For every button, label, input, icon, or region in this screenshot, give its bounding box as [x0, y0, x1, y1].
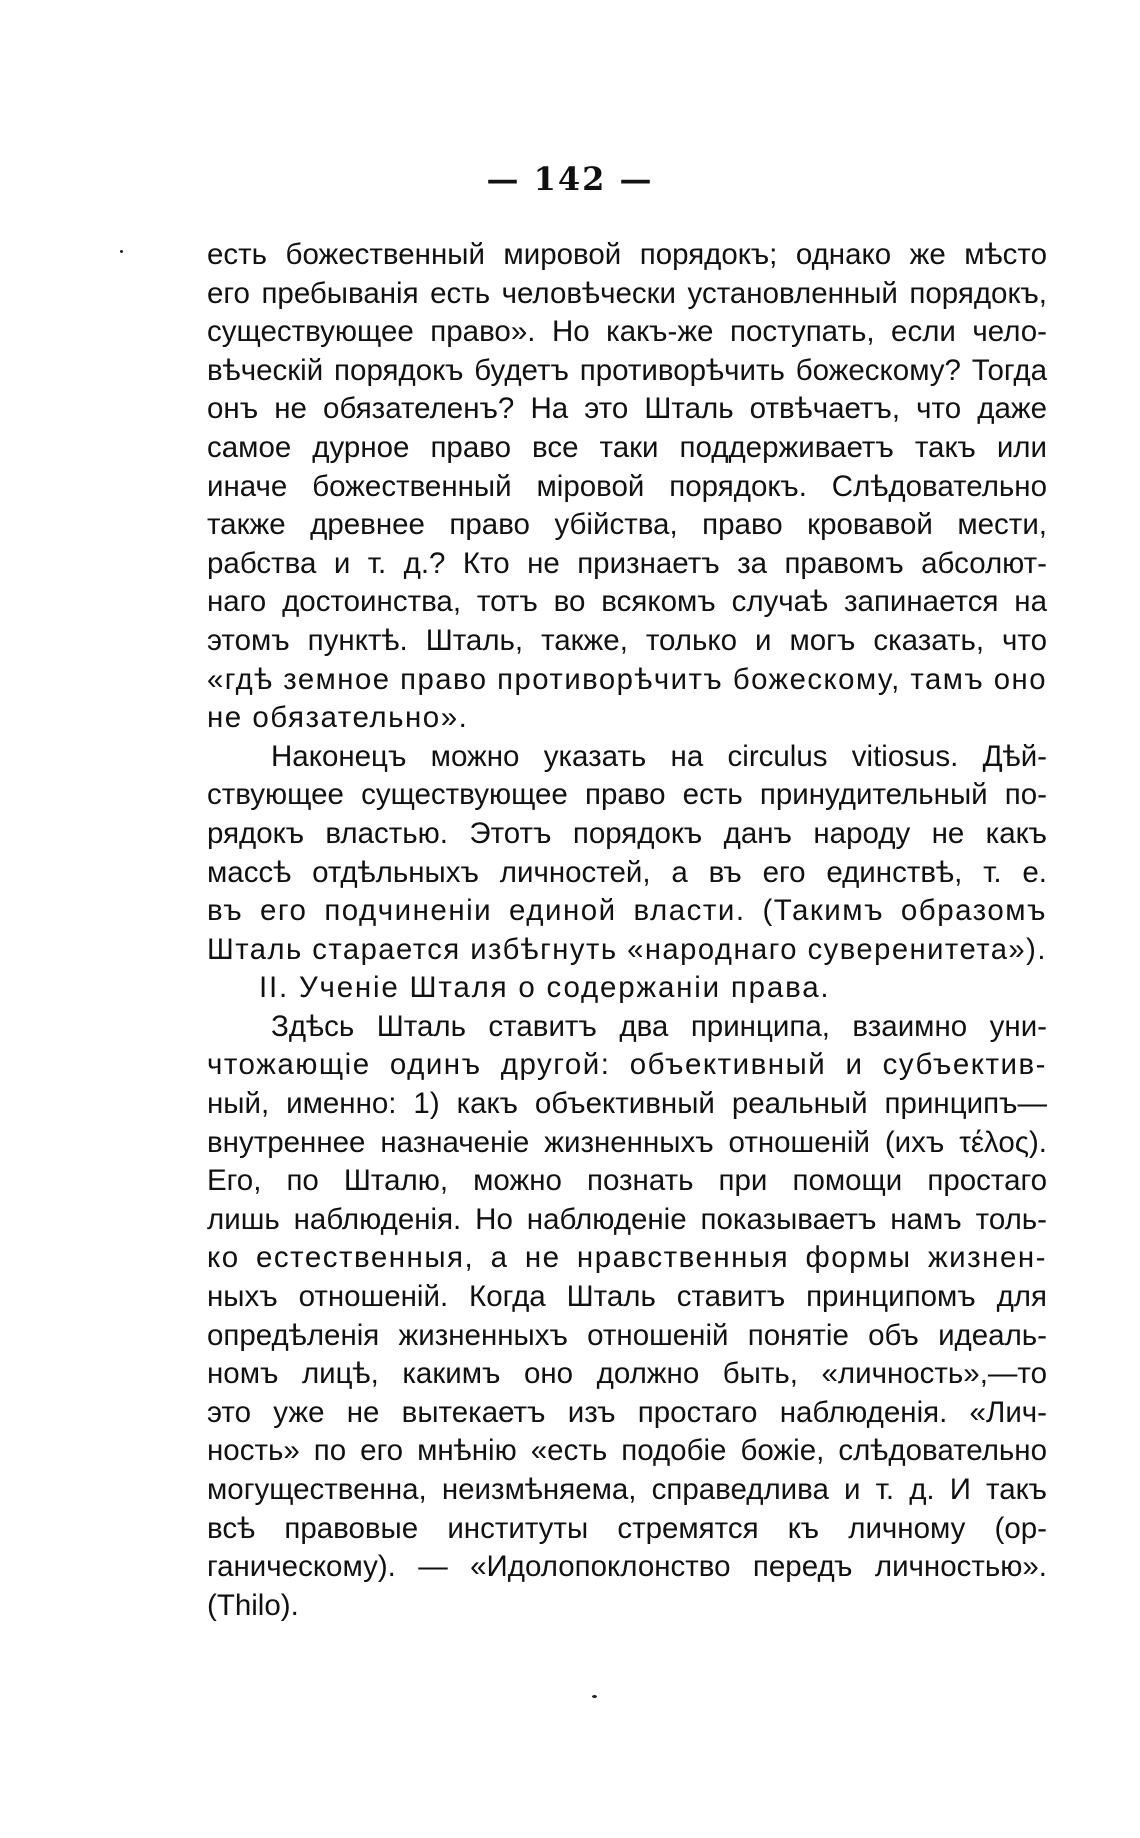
text-line: иначе божественный мiровой порядокъ. Слѣдовательно: [207, 469, 1047, 503]
ink-speck: [592, 1695, 597, 1698]
text-line: его пребыванiя есть человѣчески установленный порядокъ,: [207, 276, 1047, 310]
paragraph-start-line: Здѣсь Шталь ставитъ два принципа, взаимно уни-: [271, 1009, 1047, 1043]
text-line: могущественна, неизмѣняема, справедлива и т. д. И такъ: [207, 1473, 1047, 1506]
page-number: — 142 —: [486, 160, 654, 198]
text-line: не обязательно».: [207, 701, 469, 735]
text-line: наго достоинства, тотъ во всякомъ случаѣ запинается на: [207, 585, 1047, 619]
text-line: онъ не обязателенъ? На это Шталь отвѣчаетъ, что даже: [207, 392, 1047, 426]
text-line: существующее право». Но какъ-же поступать, если чело-: [207, 315, 1047, 349]
text-line: опредѣленiя жизненныхъ отношенiй понятiе объ идеаль-: [207, 1318, 1047, 1352]
text-line: ствующее существующее право есть принудительный по-: [207, 778, 1047, 812]
text-line: самое дурное право все таки поддерживаетъ такъ или: [207, 430, 1047, 464]
text-line: это уже не вытекаетъ изъ простаго наблюденiя. «Лич-: [207, 1395, 1047, 1429]
text-line: ганическому). — «Идолопоклонство передъ личностью».: [207, 1550, 1047, 1584]
ink-speck: [120, 250, 123, 253]
text-line: (Thilo).: [207, 1588, 299, 1622]
text-line: вѣческiй порядокъ будетъ противорѣчить божескому? Тогда: [207, 353, 1047, 387]
text-line: ныхъ отношенiй. Когда Шталь ставитъ принципомъ для: [207, 1280, 1047, 1314]
section-heading: II. Ученiе Шталя о содержанiи права.: [259, 971, 831, 1005]
text-line: внутреннее назначенiе жизненныхъ отношенiй (ихъ τέλος).: [207, 1125, 1047, 1159]
text-line: рядокъ властью. Этотъ порядокъ данъ народу не какъ: [207, 816, 1047, 850]
text-line: лишь наблюденiя. Но наблюденiе показываетъ намъ толь-: [207, 1202, 1047, 1236]
text-line: ко естественныя, а не нравственныя формы жизнен-: [207, 1241, 1047, 1275]
text-line: есть божественный мировой порядокъ; однако же мѣсто: [207, 238, 1047, 271]
text-line: Его, по Шталю, можно познать при помощи простаго: [207, 1164, 1047, 1198]
text-line: всѣ правовые институты стремятся къ личному (ор-: [207, 1511, 1047, 1545]
paragraph-start-line: Наконецъ можно указать на circulus vitiosus. Дѣй-: [271, 739, 1047, 773]
text-line: рабства и т. д.? Кто не признаетъ за правомъ абсолют-: [207, 546, 1047, 580]
text-line: чтожающiе одинъ другой: объективный и субъектив-: [207, 1048, 1047, 1082]
text-line: въ его подчиненiи единой власти. (Такимъ образомъ: [207, 894, 1047, 928]
text-line: Шталь старается избѣгнуть «народнаго суверенитета»).: [207, 932, 1047, 966]
body-text: [207, 236, 1047, 1625]
text-line: ный, именно: 1) какъ объективный реальный принципъ—: [207, 1087, 1047, 1121]
text-line: ность» по его мнѣнiю «есть подобiе божiе, слѣдовательно: [207, 1434, 1047, 1468]
text-line: также древнее право убiйства, право кровавой мести,: [207, 508, 1047, 542]
text-line: массѣ отдѣльныхъ личностей, а въ его единствѣ, т. е.: [207, 855, 1047, 889]
text-line: этомъ пунктѣ. Шталь, также, только и могъ сказать, что: [207, 623, 1047, 657]
text-line: номъ лицѣ, какимъ оно должно быть, «личность»,—то: [207, 1357, 1047, 1391]
text-line: «гдѣ земное право противорѣчитъ божескому, тамъ оно: [207, 662, 1048, 696]
